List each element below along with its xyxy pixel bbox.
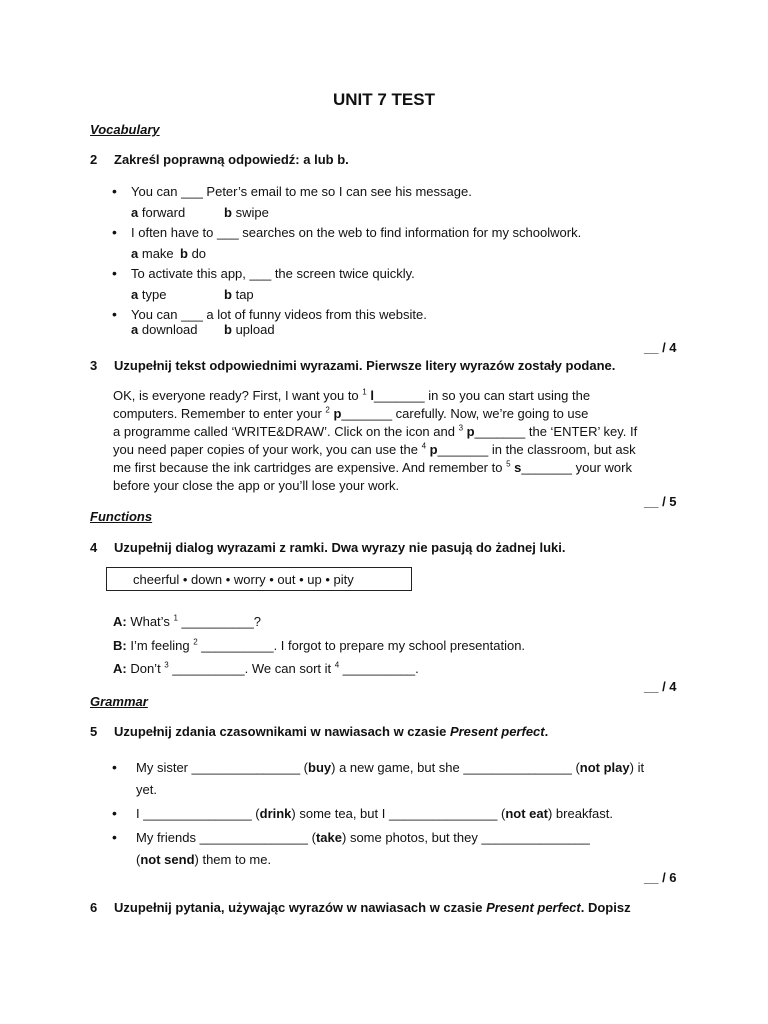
gap-blank[interactable]: I _______________ ( [136,806,260,821]
gap-blank[interactable]: ) a new game, but she _______________ ( [331,760,580,775]
gap-blank[interactable]: _______ in the classroom, but ask [437,442,636,457]
instruction-emphasis: Present perfect [486,900,581,915]
option-b[interactable]: upload [235,322,275,337]
text-line [113,442,636,457]
gap-number: 4 [334,660,340,670]
text-segment: you need paper copies of your work, you can use the [113,442,422,457]
text-line [113,424,637,439]
gap-blank[interactable]: _______ your work [521,460,632,475]
gap-first-letter: p [429,442,438,457]
instruction-text: Uzupełnij dialog wyrazami z ramki. Dwa wyrazy nie pasują do żadnej luki. [114,540,566,555]
answer-options: a forward b swipe [131,205,269,220]
option-b[interactable]: do [191,246,207,261]
gap-number: 3 [164,660,169,670]
instruction-emphasis: Present perfect [449,724,545,739]
speaker-label: A: [113,614,127,629]
gap-blank[interactable]: __________? [177,614,262,629]
verb-hint: buy [308,760,332,775]
speaker-label: A: [113,661,127,676]
gap-number: 3 [458,423,464,433]
answer-options: a type b tap [131,287,254,302]
bullet-icon: • [112,224,117,240]
text-segment: I’m feeling [126,638,194,653]
text-segment: What’s [126,614,174,629]
task-number: 4 [90,540,98,555]
gap-blank[interactable]: ) some photos, but they _______________ [342,830,590,845]
text-segment: OK, is everyone ready? First, I want you to [113,388,363,403]
gap-blank[interactable]: ) some tea, but I _______________ ( [291,806,506,821]
word-box-text: cheerful • down • worry • out • up • pity [133,572,354,587]
text-line [113,478,399,493]
gap-number: 4 [421,441,427,451]
text-segment: Don’t [126,661,165,676]
text-segment: ) breakfast. [547,806,614,821]
score-field[interactable]: __ / 6 [644,870,677,885]
text-line [136,852,271,867]
dialog-line [113,614,261,629]
gap-blank[interactable]: My friends _______________ ( [136,830,316,845]
list-item [112,183,472,199]
bullet-icon: • [112,265,117,281]
task-number: 5 [90,724,98,739]
bullet-icon: • [112,805,117,821]
task-number: 2 [90,152,98,167]
task-number: 6 [90,900,98,915]
list-item [112,306,427,322]
verb-hint: not play [579,760,630,775]
gap-number: 5 [506,459,511,469]
text-segment: computers. Remember to enter your [113,406,326,421]
option-b[interactable]: tap [235,287,254,302]
gap-first-letter: p [466,424,475,439]
gap-blank[interactable]: _______ the ‘ENTER’ key. If [474,424,638,439]
question-text: You can ___ Peter’s email to me so I can see his message. [131,184,472,199]
verb-hint: not send [140,852,195,867]
task-2-instruction [90,152,349,167]
gap-blank[interactable]: _______ carefully. Now, we’re going to use [341,406,589,421]
word-box [106,567,412,591]
question-text: You can ___ a lot of funny videos from this website. [131,307,427,322]
instruction-text: Uzupełnij pytania, używając wyrazów w nawiasach w czasie [114,900,487,915]
text-line [113,406,588,421]
question-text: To activate this app, ___ the screen twice quickly. [131,266,415,281]
score-field[interactable]: __ / 5 [644,494,677,509]
instruction-text: Zakreśl poprawną odpowiedź: a lub b. [114,152,349,167]
text-segment: before your close the app or you’ll lose your work. [113,478,400,493]
verb-hint: drink [259,806,292,821]
bullet-icon: • [112,759,117,775]
task-5-instruction [90,724,548,739]
gap-first-letter: p [333,406,342,421]
bullet-icon: • [112,829,117,845]
task-number: 3 [90,358,98,373]
text-segment: me first because the ink cartridges are expensive. And remember to [113,460,507,475]
text-line [113,388,590,403]
list-item [112,829,590,845]
dialog-line [113,638,525,653]
option-a[interactable]: download [141,322,198,337]
section-heading-vocabulary: Vocabulary [90,122,160,137]
gap-first-letter: l [370,388,374,403]
option-a[interactable]: type [141,287,167,302]
gap-first-letter: s [514,460,522,475]
text-line: yet. [136,782,157,797]
section-heading-grammar: Grammar [90,694,148,709]
text-segment: a programme called ‘WRITE&DRAW’. Click on the icon and [113,424,459,439]
option-b[interactable]: swipe [235,205,269,220]
gap-blank[interactable]: My sister _______________ ( [136,760,309,775]
task-3-instruction [90,358,615,373]
answer-options: a make b do [131,246,207,261]
gap-number: 1 [173,613,178,623]
speaker-label: B: [113,638,127,653]
instruction-text: . Dopisz [580,900,631,915]
text-line [113,460,632,475]
section-heading-functions: Functions [90,509,153,524]
text-segment: ( [136,852,141,867]
dialog-line [113,661,419,676]
list-item [112,805,613,821]
verb-hint: not eat [505,806,548,821]
text-segment: ) it [629,760,645,775]
page-title: UNIT 7 TEST [332,90,435,109]
question-text: I often have to ___ searches on the web to find information for my schoolwork. [131,225,582,240]
gap-number: 2 [193,637,198,647]
verb-hint: take [315,830,342,845]
score-field[interactable]: __ / 4 [644,340,677,355]
option-a[interactable]: forward [141,205,186,220]
gap-number: 2 [325,405,330,415]
bullet-icon: • [112,183,117,199]
gap-blank[interactable]: _______ in so you can start using the [373,388,591,403]
list-item [112,265,415,281]
bullet-icon: • [112,306,117,322]
gap-blank[interactable]: __________. [339,661,419,676]
task-6-instruction [90,900,631,915]
instruction-text: . [544,724,549,739]
list-item [112,759,644,775]
answer-options: a download b upload [131,322,275,337]
gap-blank[interactable]: __________. I forgot to prepare my school presentation. [197,638,526,653]
instruction-text: Uzupełnij tekst odpowiednimi wyrazami. Pierwsze litery wyrazów zostały podane. [114,358,616,373]
score-field[interactable]: __ / 4 [644,679,677,694]
list-item [112,224,581,240]
gap-number: 1 [362,387,367,397]
gap-blank[interactable]: __________. We can sort it [168,661,335,676]
task-4-instruction [90,540,566,555]
option-a[interactable]: make [141,246,174,261]
instruction-text: Uzupełnij zdania czasownikami w nawiasach w czasie [114,724,450,739]
text-segment: ) them to me. [194,852,272,867]
